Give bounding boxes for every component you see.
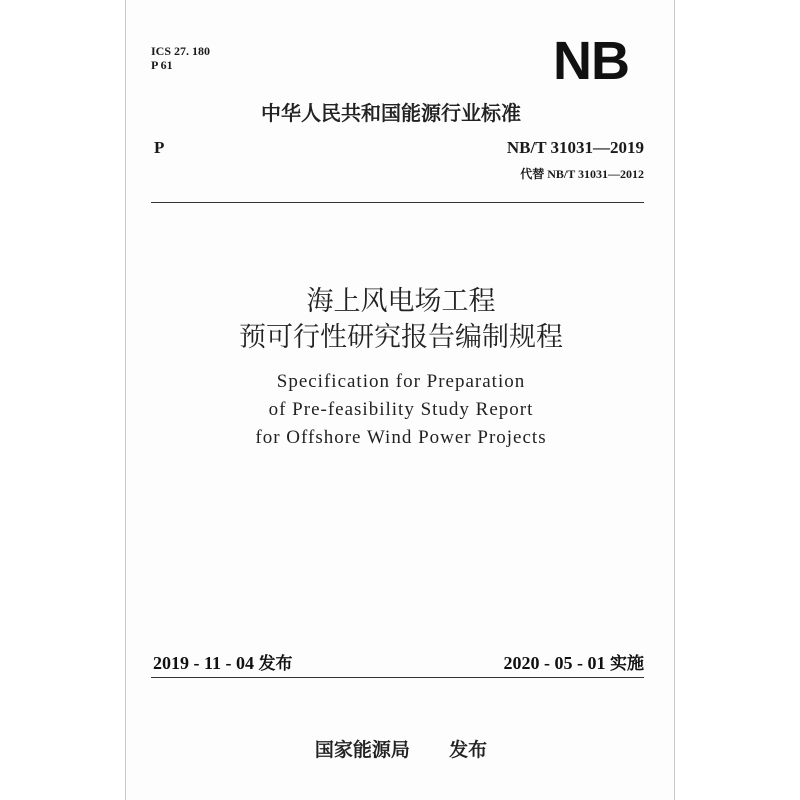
top-divider: [151, 202, 644, 203]
bottom-divider: [151, 677, 644, 678]
category-code: P 61: [151, 58, 173, 72]
title-cn-line2: 预可行性研究报告编制规程: [239, 322, 563, 353]
title-en-line2: of Pre-feasibility Study Report: [268, 399, 534, 420]
standard-cover: [125, 0, 675, 800]
title-cn-line1: 海上风电场工程: [306, 286, 496, 317]
replaces-note: 代替 NB/T 31031—2012: [520, 167, 644, 181]
title-en-line1: Specification for Preparation: [276, 371, 526, 392]
standard-type-heading: 中华人民共和国能源行业标准: [261, 101, 521, 125]
implement-label: 实施: [610, 654, 644, 674]
publisher-line: [126, 735, 676, 762]
ics-code: ICS 27. 180: [151, 44, 211, 58]
title-en-line3: for Offshore Wind Power Projects: [255, 427, 547, 448]
category-letter: P: [154, 138, 165, 157]
publisher-label: 发布: [449, 739, 488, 761]
nb-logo: NB: [553, 31, 629, 91]
implement-date: 2020 - 05 - 01: [503, 653, 606, 673]
standard-number: NB/T 31031—2019: [506, 138, 644, 157]
implement-date-line: [504, 649, 645, 674]
publisher-name: 国家能源局: [314, 739, 410, 761]
issue-date: 2019 - 11 - 04: [153, 653, 254, 673]
issue-date-line: [153, 649, 293, 674]
issue-label: 发布: [258, 654, 293, 674]
